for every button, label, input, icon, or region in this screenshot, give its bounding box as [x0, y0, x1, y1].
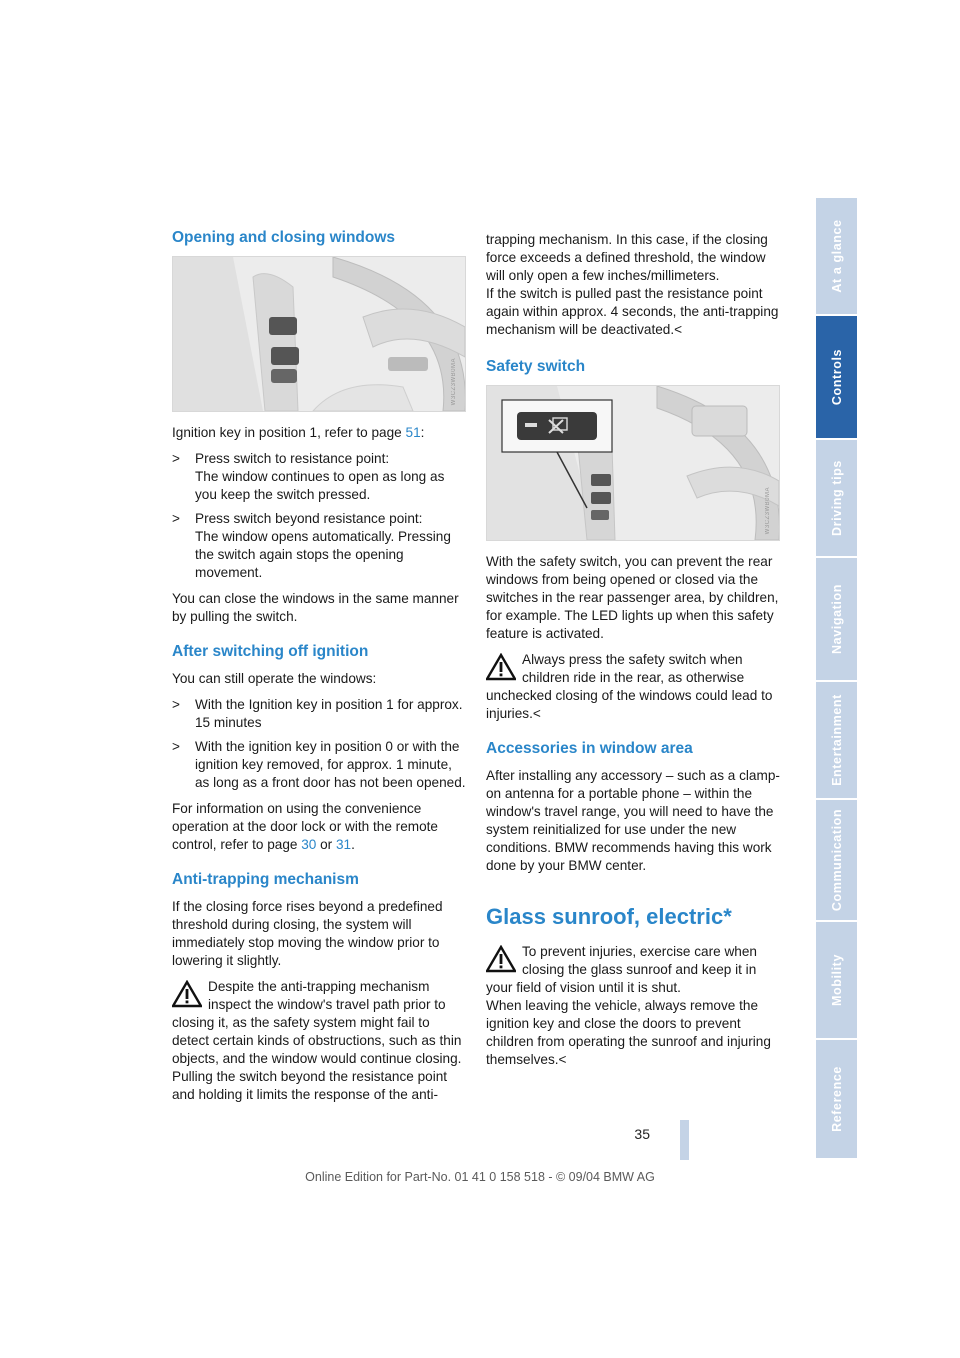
list-item: > Press switch beyond resistance point: The window opens automatically. Pressing the switch again stops the opening movement. — [172, 511, 451, 580]
photo-window-switches — [172, 256, 466, 412]
warning-triangle-icon — [486, 653, 516, 681]
left-column — [172, 228, 468, 1112]
page-link-31[interactable]: 31 — [335, 837, 352, 852]
tab-entertainment[interactable]: Entertainment — [816, 682, 857, 800]
tab-reference[interactable]: Reference — [816, 1040, 857, 1160]
list-item: > With the ignition key in position 0 or with the ignition key removed, for approx. 1 minute, as long as a front door has not been opened. — [172, 739, 466, 790]
tab-mobility[interactable]: Mobility — [816, 922, 857, 1040]
heading-glass-sunroof: Glass sunroof, electric* — [486, 904, 732, 929]
after-intro: You can still operate the windows: — [172, 671, 377, 686]
page-link-30[interactable]: 30 — [301, 837, 317, 852]
anti-trapping-paragraph: If the closing force rises beyond a predefined threshold during closing, the system will immediately stop moving the window prior to lowering it slightly. — [172, 899, 443, 968]
heading-after-switching-off: After switching off ignition — [172, 643, 369, 660]
page-number: 35 — [634, 1126, 650, 1142]
heading-accessories: Accessories in window area — [486, 740, 693, 757]
tab-driving-tips[interactable]: Driving tips — [816, 440, 857, 558]
image-code: W3CZ3WB0MA — [765, 486, 771, 534]
tab-navigation[interactable]: Navigation — [816, 558, 857, 682]
chapter-sidebar — [816, 198, 857, 1160]
warning-text: To prevent injuries, exercise care when closing the glass sunroof and keep it in your field of vision until it is shut. — [486, 944, 757, 995]
warning-text: Despite the anti-trapping mechanism inspect the window's travel path prior to closing it, as the safety system might fail to detect certain kinds of obstructions, such as thin objects, and the window would continue closing. — [172, 979, 462, 1066]
close-same-paragraph: You can close the windows in the same manner by pulling the switch. — [172, 591, 459, 624]
anti-pull-paragraph: Pulling the switch beyond the resistance point and holding it limits the response of the anti- — [172, 1069, 448, 1102]
sunroof-warning — [486, 943, 780, 997]
safety-warning — [486, 651, 780, 723]
heading-anti-trapping: Anti-trapping mechanism — [172, 871, 359, 888]
list-item-text: With the Ignition key in position 1 for approx. 15 minutes — [195, 697, 463, 730]
warning-triangle-icon — [172, 980, 202, 1008]
heading-safety-switch: Safety switch — [486, 358, 586, 375]
end-mark: < — [532, 706, 541, 721]
list-item-text: Press switch to resistance point: The window continues to open as long as you keep the switch pressed. — [195, 451, 445, 502]
footer-edition: Online Edition for Part-No. 01 41 0 158 518 - © 09/04 BMW AG — [305, 1170, 655, 1184]
right-column — [486, 231, 780, 1077]
pulled-again-paragraph: If the switch is pulled past the resistance point again within approx. 4 seconds, the anti-trapping mechanism will be deactivated.< — [486, 286, 779, 337]
ignition-paragraph: Ignition key in position 1, refer to page 51: — [172, 425, 425, 440]
accessories-paragraph: After installing any accessory – such as a clamp-on antenna for a portable phone – within the window's travel range, you will need to have the system reinitialized for use under the new conditions. BMW recommends having this work done by your BMW center. — [486, 768, 780, 873]
list-item: > With the Ignition key in position 1 for approx. 15 minutes — [172, 697, 463, 730]
heading-opening-closing-windows: Opening and closing windows — [172, 229, 396, 246]
anti-trapping-warning — [172, 978, 468, 1068]
door-panel-illustration — [173, 257, 465, 411]
photo-safety-switch — [486, 385, 780, 541]
switch-bullet-list — [172, 450, 468, 582]
after-bullet-list — [172, 696, 468, 792]
list-item-text: With the ignition key in position 0 or with the ignition key removed, for approx. 1 minute, as long as a front door has not been opened. — [195, 739, 466, 790]
end-mark: < — [558, 1052, 567, 1067]
anti-trapping-continued: trapping mechanism. In this case, if the closing force exceeds a defined threshold, the window will only open a few inches/millimeters. — [486, 232, 768, 283]
safety-switch-illustration — [487, 386, 779, 540]
page-marker-bar — [680, 1120, 689, 1160]
tab-controls[interactable]: Controls — [816, 316, 857, 440]
tab-at-a-glance[interactable]: At a glance — [816, 198, 857, 316]
list-item-text: Press switch beyond resistance point: The window opens automatically. Pressing the switch again stops the opening movement. — [195, 511, 451, 580]
safety-paragraph: With the safety switch, you can prevent the rear windows from being opened or closed via the switches in the rear passenger area, by children, for example. The LED lights up when this safety feature is activated. — [486, 554, 779, 641]
end-mark: < — [674, 322, 683, 337]
tab-communication[interactable]: Communication — [816, 800, 857, 922]
convenience-paragraph: For information on using the convenience operation at the door lock or with the remote control, refer to page 30 or 31. — [172, 801, 438, 852]
warning-text: Always press the safety switch when children ride in the rear, as otherwise unchecked closing of the windows could lead to injuries. — [486, 652, 773, 721]
warning-triangle-icon — [486, 945, 516, 973]
page-link-51[interactable]: 51 — [405, 425, 421, 440]
sunroof-warning-continued: When leaving the vehicle, always remove the ignition key and close the doors to prevent children from operating the sunroof and injuring themselves.< — [486, 998, 771, 1067]
list-item: > Press switch to resistance point: The window continues to open as long as you keep the switch pressed. — [172, 451, 445, 502]
image-code: W3CZ3WB0MA — [451, 357, 457, 405]
